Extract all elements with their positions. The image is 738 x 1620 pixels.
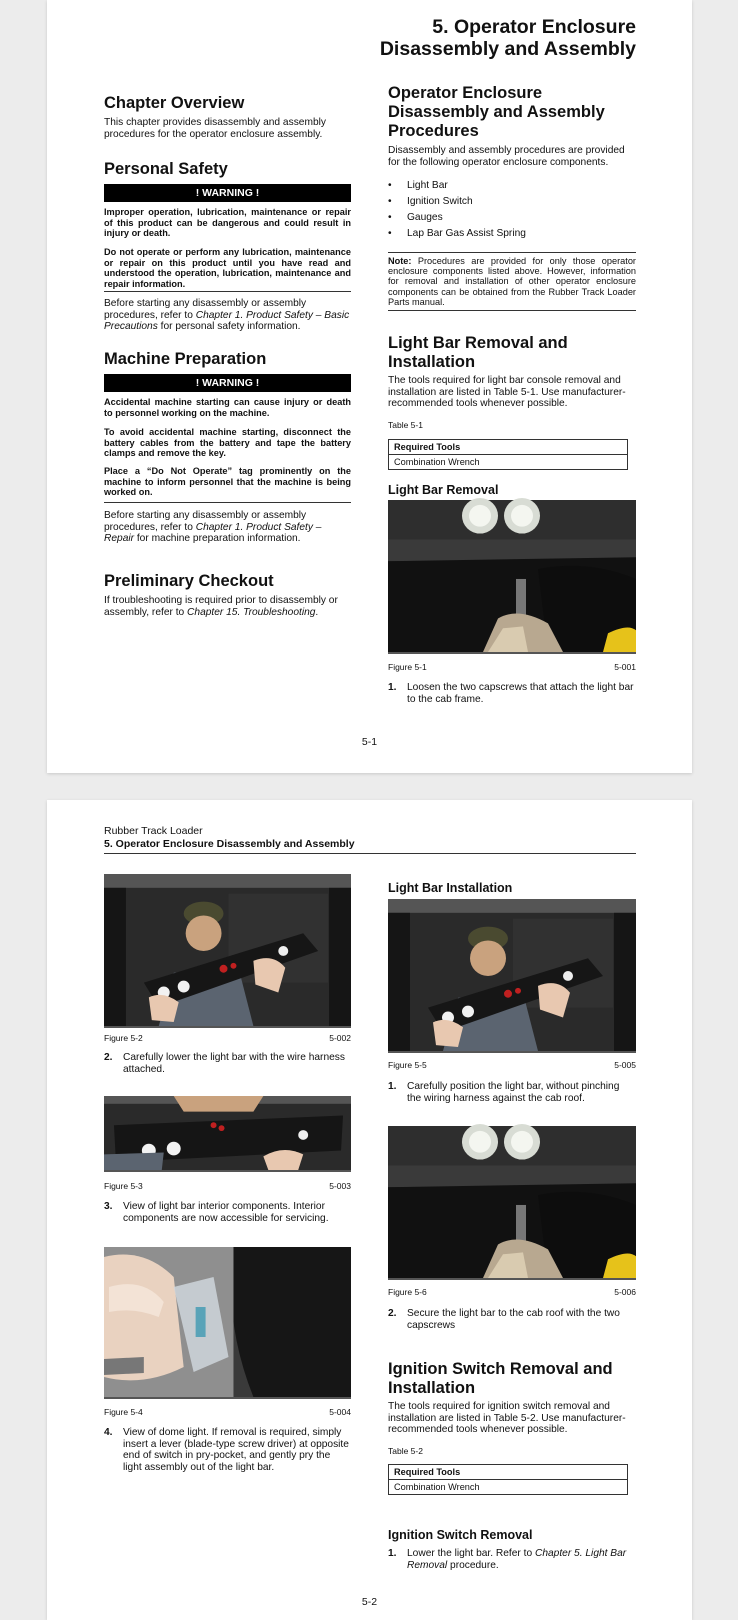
- figure-5-4-photo: [104, 1247, 351, 1399]
- figure-5-1-photo: [388, 500, 636, 654]
- table-header: Required Tools: [389, 440, 628, 455]
- warning-text: To avoid accidental machine starting, disconnect the battery cables from the battery and tape the battery clamps and remove the key.: [104, 427, 351, 458]
- safety-reference: Before starting any disassembly or assembly procedures, refer to Chapter 1. Product Safety – Basic Precautions for personal safety information.: [104, 298, 350, 332]
- list-item: • Ignition Switch: [388, 194, 636, 210]
- figure-5-2-photo: [104, 874, 351, 1028]
- warning-text: Do not operate or perform any lubrication, maintenance or repair on this product until you have read and understood the operation, lubrication, maintenance and repair information.: [104, 247, 351, 289]
- table-label: Table 5-2: [388, 1446, 423, 1456]
- figure-caption: Figure 5-4 5-004: [104, 1407, 351, 1417]
- light-bar-heading: Light Bar Removal and Installation: [388, 334, 568, 371]
- list-item: • Lap Bar Gas Assist Spring: [388, 226, 636, 242]
- figure-caption: Figure 5-2 5-002: [104, 1033, 351, 1043]
- light-bar-text: The tools required for light bar console removal and installation are listed in Table 5-1. Use manufacturer-recommended tools whenever possible.: [388, 375, 626, 409]
- figure-5-5-photo: [388, 899, 636, 1053]
- preliminary-checkout-text: If troubleshooting is required prior to disassembly or assembly, refer to Chapter 15. Troubleshooting.: [104, 595, 338, 618]
- warning-text: Place a “Do Not Operate” tag prominently on the machine to inform personnel that the machine is being worked on.: [104, 466, 351, 497]
- figure-caption: Figure 5-6 5-006: [388, 1287, 636, 1297]
- table-label: Table 5-1: [388, 420, 423, 430]
- divider: [104, 291, 351, 292]
- ignition-text: The tools required for ignition switch removal and installation are listed in Table 5-2. Use manufacturer-recommended tools whenever possible.: [388, 1401, 626, 1435]
- light-bar-installation-heading: Light Bar Installation: [388, 881, 513, 895]
- figure-5-3-photo: [104, 1096, 351, 1172]
- procedures-heading: Operator Enclosure Disassembly and Assembly Procedures: [388, 84, 605, 140]
- header-divider: [104, 853, 636, 854]
- figure-caption: Figure 5-5 5-005: [388, 1060, 636, 1070]
- ignition-switch-heading: Ignition Switch Removal and Installation: [388, 1360, 613, 1397]
- step-item: 1. Carefully position the light bar, without pinching the wiring harness against the cab roof.: [388, 1081, 620, 1104]
- chapter-overview-heading: Chapter Overview: [104, 94, 245, 112]
- list-item: • Gauges: [388, 210, 636, 226]
- required-tools-table: [388, 439, 628, 470]
- personal-safety-heading: Personal Safety: [104, 160, 228, 178]
- component-list: [388, 178, 636, 242]
- preliminary-checkout-heading: Preliminary Checkout: [104, 572, 274, 590]
- table-header: Required Tools: [389, 1465, 628, 1480]
- page-2: [47, 800, 692, 1620]
- procedures-note: Note: Procedures are provided for only those operator enclosure components listed above. However, information for removal and installation of other operator enclosure components can be obtained from the Rubber Track Loader Parts manual.: [388, 252, 636, 311]
- step-item: 1. Loosen the two capscrews that attach the light bar to the cab frame.: [388, 682, 634, 705]
- step-item: 3. View of light bar interior components. Interior components are now accessible for servicing.: [104, 1201, 329, 1224]
- table-cell: Combination Wrench: [389, 1480, 628, 1495]
- divider: [104, 502, 351, 503]
- running-header: Rubber Track Loader 5. Operator Enclosure Disassembly and Assembly: [104, 825, 355, 850]
- light-bar-removal-heading: Light Bar Removal: [388, 483, 499, 497]
- machine-preparation-heading: Machine Preparation: [104, 350, 267, 368]
- step-item: 1. Lower the light bar. Refer to Chapter 5. Light Bar Removal procedure.: [388, 1548, 627, 1571]
- preparation-reference: Before starting any disassembly or assembly procedures, refer to Chapter 1. Product Safety – Repair for machine preparation information.: [104, 510, 322, 544]
- required-tools-table: [388, 1464, 628, 1495]
- ignition-removal-heading: Ignition Switch Removal: [388, 1528, 533, 1542]
- chapter-title: 5. Operator Enclosure Disassembly and Assembly: [379, 16, 636, 60]
- step-item: 2. Carefully lower the light bar with the wire harness attached.: [104, 1052, 345, 1075]
- procedures-text: Disassembly and assembly procedures are provided for the following operator enclosure components.: [388, 145, 625, 168]
- figure-5-6-photo: [388, 1126, 636, 1280]
- figure-caption: Figure 5-1 5-001: [388, 662, 636, 672]
- step-item: 2. Secure the light bar to the cab roof with the two capscrews: [388, 1308, 620, 1331]
- list-item: • Light Bar: [388, 178, 636, 194]
- figure-caption: Figure 5-3 5-003: [104, 1181, 351, 1191]
- page-1: [47, 0, 692, 773]
- warning-text: Improper operation, lubrication, maintenance or repair of this product can be dangerous and could result in injury or death.: [104, 207, 351, 238]
- warning-banner: ! WARNING !: [104, 374, 351, 392]
- warning-banner: ! WARNING !: [104, 184, 351, 202]
- page-number: 5-2: [361, 1596, 378, 1608]
- chapter-overview-text: This chapter provides disassembly and assembly procedures for the operator enclosure assembly.: [104, 117, 326, 140]
- page-number: 5-1: [361, 736, 378, 748]
- warning-text: Accidental machine starting can cause injury or death to personnel working on the machine.: [104, 397, 351, 418]
- table-cell: Combination Wrench: [389, 455, 628, 470]
- step-item: 4. View of dome light. If removal is required, simply insert a lever (blade-type screw driver) at opposite end of switch in pry-pocket, and gently pry the light assembly out of the light bar.: [104, 1427, 349, 1473]
